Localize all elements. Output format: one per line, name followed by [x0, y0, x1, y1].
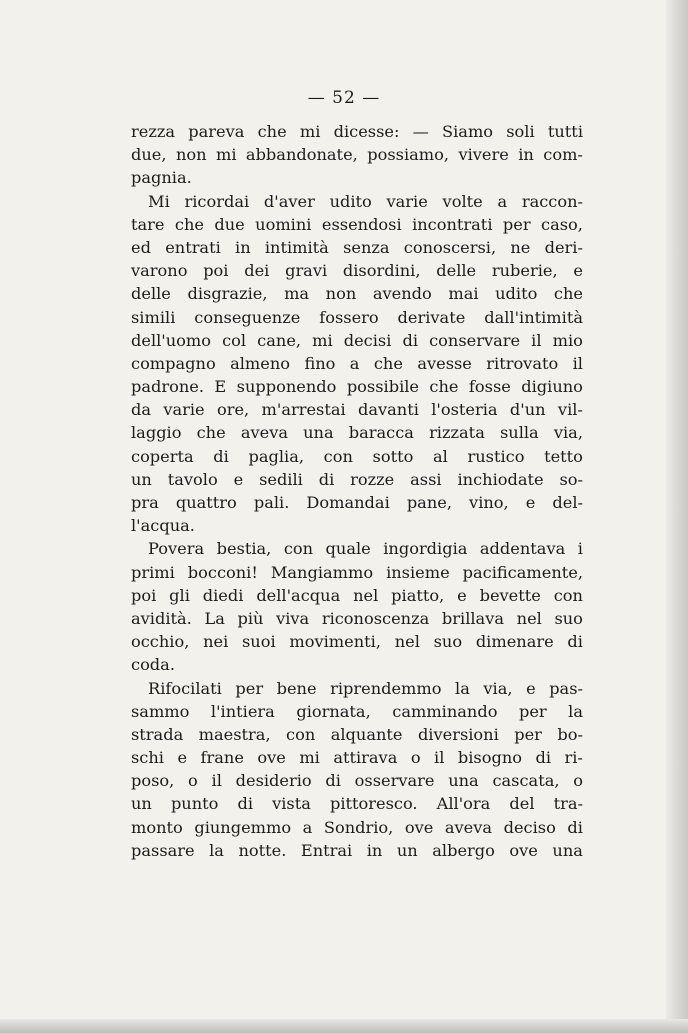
text-line: due, non mi abbandonate, possiamo, vivere in com- [131, 145, 583, 165]
text-line: Mi ricordai d'aver udito varie volte a raccon- [148, 191, 583, 211]
text-line: da varie ore, m'arrestai davanti l'osteria d'un vil- [131, 400, 583, 420]
body-text [131, 120, 583, 862]
text-line: poi gli diedi dell'acqua nel piatto, e bevette con [131, 585, 583, 605]
text-line: pagnia. [131, 168, 192, 188]
text-line: monto giungemmo a Sondrio, ove aveva deciso di [131, 817, 583, 837]
text-line: sammo l'intiera giornata, camminando per la [131, 701, 583, 721]
text-line: simili conseguenze fossero derivate dall'intimità [131, 307, 583, 327]
text-line: Rifocilati per bene riprendemmo la via, e pas- [148, 678, 583, 698]
text-line: occhio, nei suoi movimenti, nel suo dimenare di [131, 632, 583, 652]
page-number: — 52 — [307, 88, 381, 108]
text-line: delle disgrazie, ma non avendo mai udito che [131, 284, 583, 304]
page-bottom-edge [0, 1019, 688, 1033]
text-line: poso, o il desiderio di osservare una cascata, o [131, 771, 583, 791]
page-right-edge [666, 0, 688, 1033]
text-line: pra quattro pali. Domandai pane, vino, e del- [131, 493, 583, 512]
text-line: coda. [131, 655, 175, 675]
text-line: tare che due uomini essendosi incontrati per caso, [131, 214, 583, 234]
text-line: schi e frane ove mi attirava o il bisogno di ri- [131, 748, 583, 768]
text-line: padrone. E supponendo possibile che fosse digiuno [131, 377, 583, 397]
text-line: varono poi dei gravi disordini, delle ruberie, e [131, 261, 583, 281]
text-line: l'acqua. [131, 516, 195, 536]
text-line: rezza pareva che mi dicesse: — Siamo soli tutti [131, 122, 583, 141]
text-line: Povera bestia, con quale ingordigia addentava i [148, 539, 583, 559]
text-line: primi bocconi! Mangiammo insieme pacificamente, [131, 562, 583, 582]
text-line: dell'uomo col cane, mi decisi di conservare il mio [131, 330, 583, 350]
text-line: un tavolo e sedili di rozze assi inchiodate so- [131, 469, 583, 489]
text-line: strada maestra, con alquante diversioni per bo- [131, 724, 583, 744]
text-line: coperta di paglia, con sotto al rustico tetto [131, 446, 583, 466]
text-line: un punto di vista pittoresco. All'ora del tra- [131, 794, 583, 814]
text-line: ed entrati in intimità senza conoscersi, ne deri- [131, 237, 583, 257]
text-line: passare la notte. Entrai in un albergo ove una [131, 840, 583, 860]
text-line: compagno almeno fino a che avesse ritrovato il [131, 353, 583, 373]
text-line: laggio che aveva una baracca rizzata sulla via, [131, 423, 583, 443]
text-line: avidità. La più viva riconoscenza brillava nel suo [131, 608, 583, 628]
